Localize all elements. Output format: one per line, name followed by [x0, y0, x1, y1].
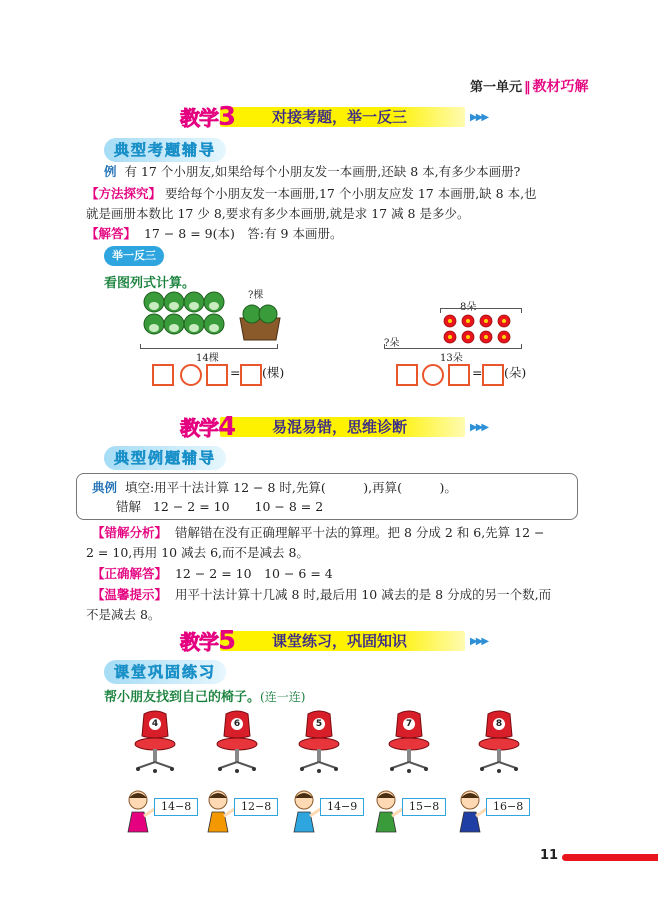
badge-juyifansan: 举一反三	[104, 246, 164, 266]
child-icon	[372, 788, 406, 834]
analysis-line-2: 2 = 10,再用 10 减去 6,而不是减去 8。	[86, 545, 309, 560]
child-figure[interactable]	[372, 788, 406, 834]
child-icon	[124, 788, 158, 834]
example-line	[92, 478, 457, 498]
tip-label: 【温馨提示】	[92, 587, 168, 602]
banner-prefix: 教学4	[180, 412, 236, 442]
correct-label: 【正确解答】	[92, 566, 168, 581]
operator-circle[interactable]	[422, 364, 444, 386]
chair[interactable]	[474, 710, 524, 774]
tip-line-1	[92, 585, 551, 605]
banner-title: 易混易错，思维诊断	[272, 418, 408, 436]
instruction-text: 看图列式计算。	[104, 276, 196, 291]
child-icon	[204, 788, 238, 834]
page-bar	[562, 854, 658, 861]
figure-flowers	[440, 312, 520, 346]
fig2-unknown-label: ?朵	[384, 338, 400, 349]
answer-box[interactable]	[240, 364, 262, 386]
analysis-line-1	[92, 523, 545, 543]
banner-arrows-icon: ▶▶▶	[470, 112, 488, 123]
fig1-unit: (棵)	[262, 365, 285, 380]
child-figure[interactable]	[456, 788, 490, 834]
answer-text: 17 − 8 = 9(本) 答:有 9 本画册。	[143, 226, 343, 241]
answer-box[interactable]	[206, 364, 228, 386]
child-figure[interactable]	[124, 788, 158, 834]
expression-card: 16−8	[486, 798, 530, 816]
tag-typical-exam: 典型考题辅导	[104, 138, 226, 162]
flower-illustration	[440, 312, 520, 346]
instruction-text: 帮小朋友找到自己的椅子。	[104, 690, 261, 705]
banner-prefix: 教学3	[180, 102, 236, 132]
analysis-label: 【错解分析】	[92, 525, 168, 540]
example-text: 填空:用平十法计算 12 − 8 时,先算( ),再算( )。	[124, 480, 457, 495]
method-line-1	[86, 184, 537, 204]
tag-typical-example: 典型例题辅导	[104, 446, 226, 470]
example-text: 有 17 个小朋友,如果给每个小朋友发一本画册,还缺 8 本,有多少本画册?	[124, 164, 521, 179]
answer-box[interactable]	[396, 364, 418, 386]
answer-line	[86, 224, 343, 244]
cabbage-illustration	[140, 288, 300, 348]
chair[interactable]	[294, 710, 344, 774]
chair-number: 5	[313, 718, 325, 730]
correct-line	[92, 564, 333, 584]
method-text-1: 要给每个小朋友发一本画册,17 个小朋友应发 17 本画册,缺 8 本,也	[165, 186, 537, 201]
child-figure[interactable]	[204, 788, 238, 834]
method-line-2: 就是画册本数比 17 少 8,要求有多少本画册,就是求 17 减 8 是多少。	[86, 206, 470, 221]
answer-box[interactable]	[448, 364, 470, 386]
answer-box[interactable]	[482, 364, 504, 386]
header-unit: 第一单元	[470, 80, 523, 95]
wrong-text: 12 − 2 = 10 10 − 8 = 2	[152, 499, 324, 514]
wrong-label: 错解	[116, 499, 142, 514]
chair-number: 6	[231, 718, 243, 730]
chair-number: 4	[149, 718, 161, 730]
wrong-line	[116, 497, 323, 517]
header-section: 教材巧解	[532, 79, 589, 95]
fig2-known-label: 8朵	[460, 302, 477, 313]
tip-text-1: 用平十法计算十几减 8 时,最后用 10 减去的是 8 分成的另一个数,而	[174, 587, 552, 602]
banner-title: 对接考题，举一反三	[272, 108, 408, 126]
chair[interactable]	[130, 710, 180, 774]
banner-prefix: 教学5	[180, 626, 236, 656]
answer-label: 【解答】	[86, 226, 137, 241]
instruction-hint: (连一连)	[260, 690, 306, 704]
expression-card: 14−8	[154, 798, 198, 816]
figure-cabbages	[140, 288, 300, 348]
fig2-total-label: 13朵	[440, 353, 463, 364]
expression-card: 12−8	[234, 798, 278, 816]
example-label: 例	[104, 164, 117, 179]
chair-number: 8	[493, 718, 505, 730]
child-icon	[290, 788, 324, 834]
running-header	[470, 76, 589, 96]
practice-instruction	[104, 686, 305, 705]
tip-line-2: 不是减去 8。	[86, 607, 161, 622]
answer-box[interactable]	[152, 364, 174, 386]
fig1-total-label: 14棵	[196, 353, 219, 364]
chair-number: 7	[403, 718, 415, 730]
correct-text: 12 − 2 = 10 10 − 6 = 4	[174, 566, 333, 581]
operator-circle[interactable]	[180, 364, 202, 386]
expression-card: 14−9	[320, 798, 364, 816]
child-icon	[456, 788, 490, 834]
child-figure[interactable]	[290, 788, 324, 834]
equals-sign: =	[230, 365, 241, 380]
tag-classroom-practice: 课堂巩固练习	[104, 660, 226, 684]
banner-arrows-icon: ▶▶▶	[470, 636, 488, 647]
expression-card: 15−8	[402, 798, 446, 816]
equals-sign: =	[472, 365, 483, 380]
banner-arrows-icon: ▶▶▶	[470, 422, 488, 433]
fig2-unit: (朵)	[504, 365, 527, 380]
analysis-text-1: 错解错在没有正确理解平十法的算理。把 8 分成 2 和 6,先算 12 −	[174, 525, 545, 540]
header-separator: ‖	[524, 80, 531, 95]
example-line	[104, 162, 520, 182]
fig1-unknown-label: ?棵	[248, 290, 264, 301]
method-label: 【方法探究】	[86, 186, 162, 201]
chair[interactable]	[212, 710, 262, 774]
section-banner-4	[180, 412, 488, 442]
page-number: 11	[540, 848, 559, 863]
section-banner-5	[180, 626, 488, 656]
example-label: 典例	[92, 480, 118, 495]
banner-title: 课堂练习，巩固知识	[272, 632, 408, 650]
chair[interactable]	[384, 710, 434, 774]
section-banner-3	[180, 102, 488, 132]
